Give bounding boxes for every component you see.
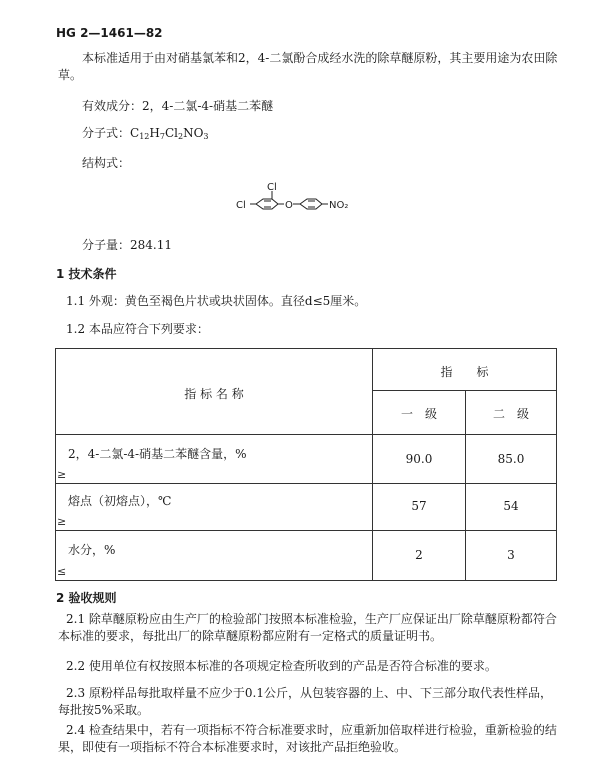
row-1-grade-2-text: 85.0 (497, 452, 525, 466)
row-3-inequality: ≤ (57, 565, 67, 578)
formula-cl: Cl (164, 126, 178, 140)
row-2-grade-2-text: 54 (503, 499, 519, 513)
molecular-weight: 分子量：284.11 (82, 238, 172, 252)
row-1-grade-2 (466, 435, 557, 484)
item-2-2: 2.2 使用单位有权按照本标准的各项规定检查所收到的产品是否符合标准的要求。 (66, 659, 497, 673)
active-ingredient: 有效成分：2，4-二氯-4-硝基二苯醚 (82, 99, 274, 113)
table-row (56, 484, 557, 531)
header-grade-1-text: 一 级 (400, 407, 437, 421)
header-indicator-name (56, 349, 373, 435)
row-2-grade-2 (466, 484, 557, 531)
row-3-name (56, 531, 373, 581)
table-row (56, 435, 557, 484)
document-code: HG 2—1461—82 (56, 26, 163, 40)
formula-h: H (149, 126, 160, 140)
section-2-title: 2 验收规则 (56, 591, 117, 605)
structure-label: 结构式： (82, 156, 131, 170)
item-2-1: 2.1 除草醚原粉应由生产厂的检验部门按照本标准检验，生产厂应保证出厂除草醚原粉都符合本标准的要求，每批出厂的除草醚原粉都应附有一定格式的质量证明书。 (58, 612, 557, 643)
row-2-grade-1 (373, 484, 466, 531)
row-3-grade-2 (466, 531, 557, 581)
table-row (56, 531, 557, 581)
header-indicator-name-text: 指 标 名 称 (184, 387, 244, 401)
row-1-grade-1-text: 90.0 (405, 452, 433, 466)
header-indicator (373, 349, 557, 391)
formula-h-count: 7 (159, 132, 165, 141)
item-1-2: 1.2 本品应符合下列要求： (66, 322, 209, 336)
item-2-3: 2.3 原粉样品每批取样量不应少于0.1公斤，从包装容器的上、中、下三部分取代表性样品，每批按5%采取。 (58, 686, 552, 717)
scope-paragraph: 本标准适用于由对硝基氯苯和2，4-二氯酚合成经水洗的除草醚原粉，其主要用途为农田除草。 (58, 51, 558, 82)
row-2-inequality: ≥ (57, 515, 67, 528)
requirements-table (55, 348, 557, 581)
row-2-name-text: 熔点（初熔点），℃ (68, 494, 172, 508)
row-1-grade-1 (373, 435, 466, 484)
row-1-name-text: 2，4-二氯-4-硝基二苯醚含量，% (68, 447, 247, 461)
chlorine-left-label: Cl (236, 200, 246, 211)
header-grade-2 (466, 391, 557, 435)
row-3-grade-1 (373, 531, 466, 581)
oxygen-label: O (285, 200, 293, 211)
row-3-name-text: 水分，% (68, 543, 116, 557)
formula-no: NO (183, 126, 204, 140)
formula-label: 分子式： (82, 126, 131, 140)
header-grade-1 (373, 391, 466, 435)
header-indicator-text: 指 标 (440, 365, 489, 379)
row-2-grade-1-text: 57 (411, 499, 427, 513)
formula-c-count: 12 (139, 132, 150, 141)
row-3-grade-2-text: 3 (507, 548, 515, 562)
formula-c: C (130, 126, 140, 140)
chlorine-top-label: Cl (267, 182, 277, 193)
item-1-1: 1.1 外观：黄色至褐色片状或块状固体。直径d≤5厘米。 (66, 294, 367, 308)
section-1-title: 1 技术条件 (56, 267, 117, 281)
row-2-name (56, 484, 373, 531)
row-1-name (56, 435, 373, 484)
molecular-formula (82, 124, 209, 141)
row-3-grade-1-text: 2 (415, 548, 423, 562)
row-1-inequality: ≥ (57, 468, 67, 481)
nitro-group-label: NO₂ (329, 200, 349, 211)
formula-cl-count: 2 (177, 132, 184, 141)
header-grade-2-text: 二 级 (492, 407, 529, 421)
structural-formula (220, 178, 380, 228)
formula-no-count: 3 (203, 132, 209, 141)
item-2-4: 2.4 检查结果中，若有一项指标不符合标准要求时，应重新加倍取样进行检验，重新检验的结果，即使有一项指标不符合本标准要求时，对该批产品拒绝验收。 (58, 723, 557, 754)
